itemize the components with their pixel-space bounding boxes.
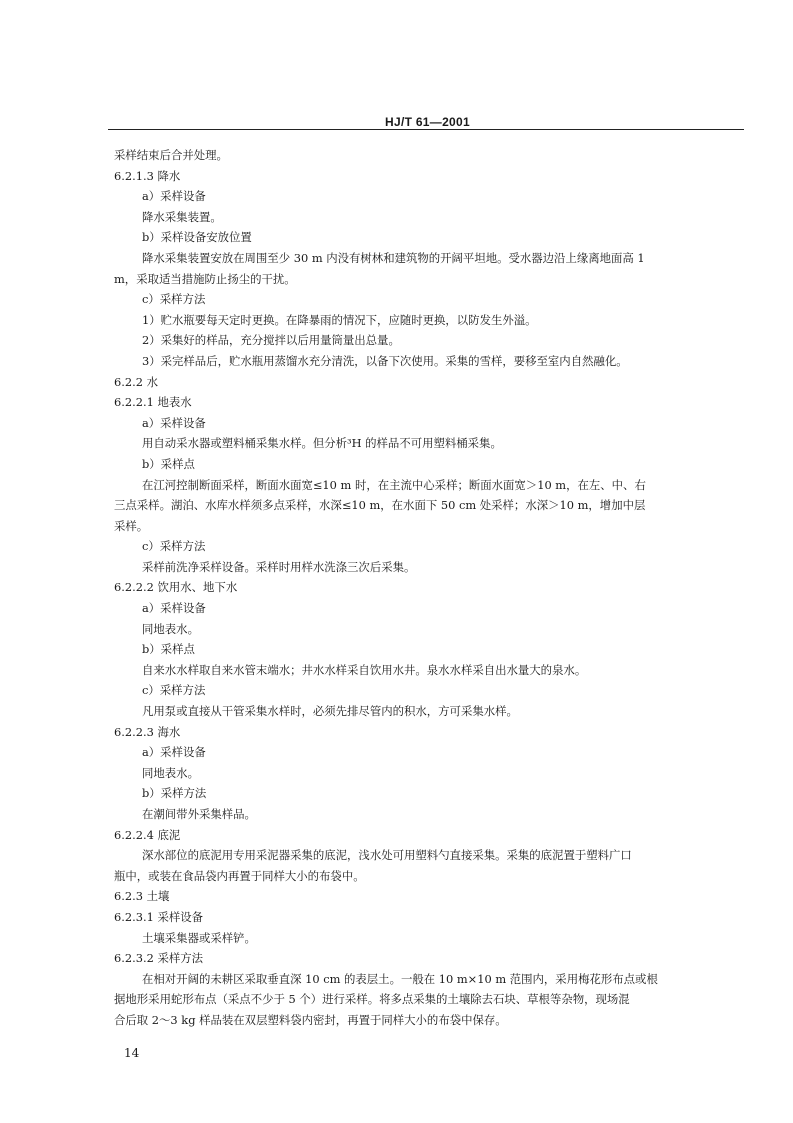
text-line: 1）贮水瓶要每天定时更换。在降暴雨的情况下，应随时更换，以防发生外溢。	[142, 312, 537, 327]
text-line: 6.2.3 土壤	[114, 889, 170, 904]
text-line: 合后取 2～3 kg 样品装在双层塑料袋内密封，再置于同样大小的布袋中保存。	[114, 1012, 507, 1027]
text-line: 降水采集装置。	[142, 209, 222, 224]
text-line: 深水部位的底泥用专用采泥器采集的底泥，浅水处可用塑料勺直接采集。采集的底泥置于塑料广口	[142, 848, 632, 863]
text-line: b）采样设备安放位置	[142, 230, 252, 245]
text-line: b）采样方法	[142, 786, 207, 801]
text-line: 6.2.2 水	[114, 374, 158, 389]
header-rule	[108, 129, 744, 130]
text-line: 据地形采用蛇形布点（采点不少于 5 个）进行采样。将多点采集的土壤除去石块、草根等杂物，现场混	[114, 992, 630, 1007]
text-line: a）采样设备	[142, 745, 206, 760]
text-line: c）采样方法	[142, 539, 206, 554]
text-line: 采样前洗净采样设备。采样时用样水洗涤三次后采集。	[142, 559, 416, 574]
text-line: 自来水水样取自来水管末端水；井水水样采自饮用水井。泉水水样采自出水量大的泉水。	[142, 662, 587, 677]
standard-code: HJ/T 61—2001	[385, 115, 470, 129]
text-line: 凡用泵或直接从干管采集水样时，必须先排尽管内的积水，方可采集水样。	[142, 704, 518, 719]
page-number: 14	[124, 1046, 140, 1060]
text-line: 三点采样。湖泊、水库水样须多点采样，水深≤10 m，在水面下 50 cm 处采样；水深＞10 m，增加中层	[114, 498, 646, 513]
text-line: m，采取适当措施防止扬尘的干扰。	[114, 271, 296, 286]
text-line: 6.2.2.3 海水	[114, 724, 181, 739]
text-line: c）采样方法	[142, 683, 206, 698]
text-line: 6.2.2.2 饮用水、地下水	[114, 580, 238, 595]
text-line: 在江河控制断面采样，断面水面宽≤10 m 时，在主流中心采样；断面水面宽＞10 m，在左、中、右	[142, 477, 646, 492]
text-line: 6.2.3.1 采样设备	[114, 909, 204, 924]
text-line: 在潮间带外采集样品。	[142, 807, 256, 821]
text-line: 采样。	[114, 518, 149, 533]
text-line: 在相对开阔的未耕区采取垂直深 10 cm 的表层土。一般在 10 m×10 m 范围内，采用梅花形布点或根	[142, 971, 658, 986]
text-line: a）采样设备	[142, 601, 206, 616]
text-line: b）采样点	[142, 642, 195, 657]
text-line: 6.2.2.1 地表水	[114, 395, 192, 410]
text-line: a）采样设备	[142, 415, 206, 430]
text-line: 土壤采集器或采样铲。	[142, 930, 256, 945]
text-line: 6.2.2.4 底泥	[114, 827, 181, 842]
text-line: c）采样方法	[142, 292, 206, 307]
text-line: 用自动采水器或塑料桶采集水样。但分析³H 的样品不可用塑料桶采集。	[142, 436, 502, 451]
text-line: 6.2.3.2 采样方法	[114, 951, 204, 966]
text-line: 瓶中，或装在食品袋内再置于同样大小的布袋中。	[114, 868, 365, 883]
text-line: 3）采完样品后，贮水瓶用蒸馏水充分清洗，以备下次使用。采集的雪样，要移至室内自然融化。	[142, 353, 628, 368]
text-line: 同地表水。	[142, 621, 199, 636]
text-line: 2）采集好的样品，充分搅拌以后用量筒量出总量。	[142, 333, 400, 348]
text-line: 降水采集装置安放在周围至少 30 m 内没有树林和建筑物的开阔平坦地。受水器边沿上缘离地面高 1	[142, 250, 645, 265]
text-line: 6.2.1.3 降水	[114, 168, 181, 183]
text-line: b）采样点	[142, 456, 195, 471]
document-body	[114, 145, 744, 1031]
text-line: a）采样设备	[142, 189, 206, 204]
text-line: 同地表水。	[142, 765, 199, 780]
text-line: 采样结束后合并处理。	[114, 148, 228, 162]
